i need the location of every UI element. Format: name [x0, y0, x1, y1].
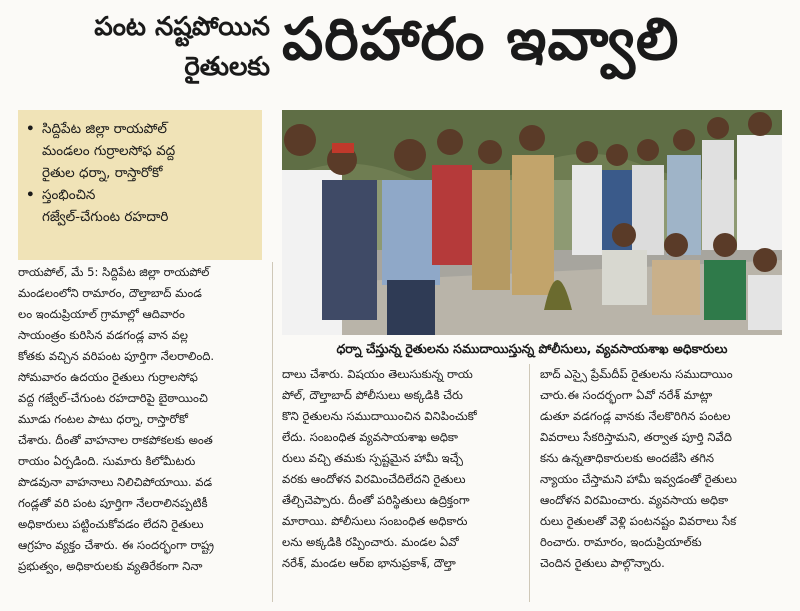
article-line: సాయంత్రం కురిసిన వడగండ్ల వాన వల్ల [18, 328, 189, 342]
main-headline: పరిహారం ఇవ్వాలి [282, 5, 680, 73]
article-line: దాలు చేశారు. విషయం తెలుసుకున్న రాయ [282, 367, 473, 381]
article-line: డుతూ వడగండ్ల వానకు నేలకొరిగిన పంటల [540, 409, 731, 423]
bullet-icon: • [26, 121, 35, 137]
article-line: ఆందోళన విరమించారు. వ్యవసాయ అధికా [540, 493, 729, 507]
article-line: గండ్లతో వరి పంట పూర్తిగా నేలరాలినప్పటికీ [18, 496, 208, 510]
article-line: చారు.ఈ సందర్భంగా ఏవో నరేశ్ మాట్లా [540, 388, 713, 402]
kicker-line-1: పంట నష్టపోయిన [94, 12, 270, 42]
article-line: రించారు. రామారం, ఇందుప్రియాల్‌కు [540, 535, 702, 549]
article-line: నరేశ్, మండల ఆర్ఐ భానుప్రకాశ్, దౌల్తా [282, 556, 456, 570]
article-line: ప్రభుత్వం, అధికారులకు వ్యతిరేకంగా నినా [18, 559, 203, 573]
article-line: మండలంలోని రామారం, దౌల్తాబాద్ మండ [18, 286, 202, 300]
article-line: కోతకు వచ్చిన వరిపంట పూర్తిగా నేలరాలింది. [18, 349, 215, 363]
article-line: లం ఇందుప్రియాల్ గ్రామాల్లో ఆదివారం [18, 307, 185, 321]
article-line: న్యాయం చేస్తామని హామీ ఇవ్వడంతో రైతులు [540, 472, 737, 486]
article-line: పొడవునా వాహనాలు నిలిచిపోయాయి. వడ [18, 475, 213, 489]
article-line: మూడు గంటల పాటు ధర్నా, రాస్తారోకో [18, 412, 188, 426]
summary-line: సిద్దిపేట జిల్లా రాయపోల్ [42, 121, 167, 137]
article-line: పోల్, దౌల్తాబాద్ పోలీసులు అక్కడికి చేరు [282, 388, 463, 402]
article-line: చేశారు. దీంతో వాహనాల రాకపోకలకు అంత [18, 433, 213, 447]
article-line: రులు రైతులతో వెళ్లి పంటనష్టం వివరాలు సేక [540, 514, 737, 528]
article-column-2 [282, 364, 518, 574]
summary-line: గజ్వేల్-చేగుంట రహదారి [42, 209, 169, 225]
article-line: రాయం ఏర్పడింది. సుమారు కిలోమీటరు [18, 454, 196, 468]
article-line: సోమవారం ఉదయం రైతులు గుర్రాలసోఫ [18, 370, 198, 384]
news-photo-illustration [282, 110, 782, 335]
column-divider [272, 262, 273, 602]
article-line: ఆగ్రహం వ్యక్తం చేశారు. ఈ సందర్భంగా రాష్ట్ర [18, 538, 214, 552]
article-line: లను అక్కడికి రప్పించారు. మండల ఏవో [282, 535, 459, 549]
article-line: కను ఉన్నతాధికారులకు అందజేసి తగిన [540, 451, 715, 465]
article-line: బాద్ ఎస్సై ప్రేమ్‌దీప్ రైతులను సముదాయిం [540, 367, 733, 381]
bullet-icon: • [26, 187, 35, 203]
summary-bullet-2 [26, 184, 254, 228]
article-column-1 [18, 262, 262, 577]
article-line: తేల్చిచెప్పారు. దీంతో పరిస్థితులు ఉద్రిక్తంగా [282, 493, 470, 507]
article-line: చెందిన రైతులు పాల్గొన్నారు. [540, 556, 665, 570]
headline [0, 0, 800, 96]
summary-line: స్తంభించిన [42, 187, 96, 203]
article-line: మారాయి. పోలీసులు సంబంధిత అధికారు [282, 514, 468, 528]
news-photo [282, 110, 782, 335]
article-line: అధికారులు పట్టించుకోవడం లేదని రైతులు [18, 517, 204, 531]
column-divider [529, 364, 530, 602]
article-line: వరకు ఆందోళన విరమించేదిలేదని రైతులు [282, 472, 466, 486]
article-line: వివరాలు సేకరిస్తామని, తర్వాత పూర్తి నివేది [540, 430, 732, 444]
article-line: కొని రైతులను సముదాయించిన వినిపించుకో [282, 409, 477, 423]
article-line: రాయపోల్, మే 5: సిద్దిపేట జిల్లా రాయపోల్ [18, 265, 210, 279]
article-line: రులు వచ్చి తమకు స్పష్టమైన హామీ ఇచ్చే [282, 451, 463, 465]
article-line: వద్ద గజ్వేల్-చేగుంట రహదారిపై బైఠాయించి [18, 391, 208, 405]
summary-line: రైతుల ధర్నా, రాస్తారోకో [42, 165, 163, 181]
kicker-line-2: రైతులకు [184, 52, 270, 82]
summary-line: మండలం గుర్రాలసోఫ వద్ద [42, 143, 176, 159]
photo-caption: ధర్నా చేస్తున్న రైతులను సముదాయిస్తున్న పోలీసులు, వ్యవసాయశాఖ అధికారులు [336, 341, 728, 356]
summary-box [18, 110, 262, 260]
article-line: లేదు. సంబంధిత వ్యవసాయశాఖ అధికా [282, 430, 458, 444]
article-column-3 [540, 364, 784, 574]
summary-bullet-1 [26, 118, 254, 184]
